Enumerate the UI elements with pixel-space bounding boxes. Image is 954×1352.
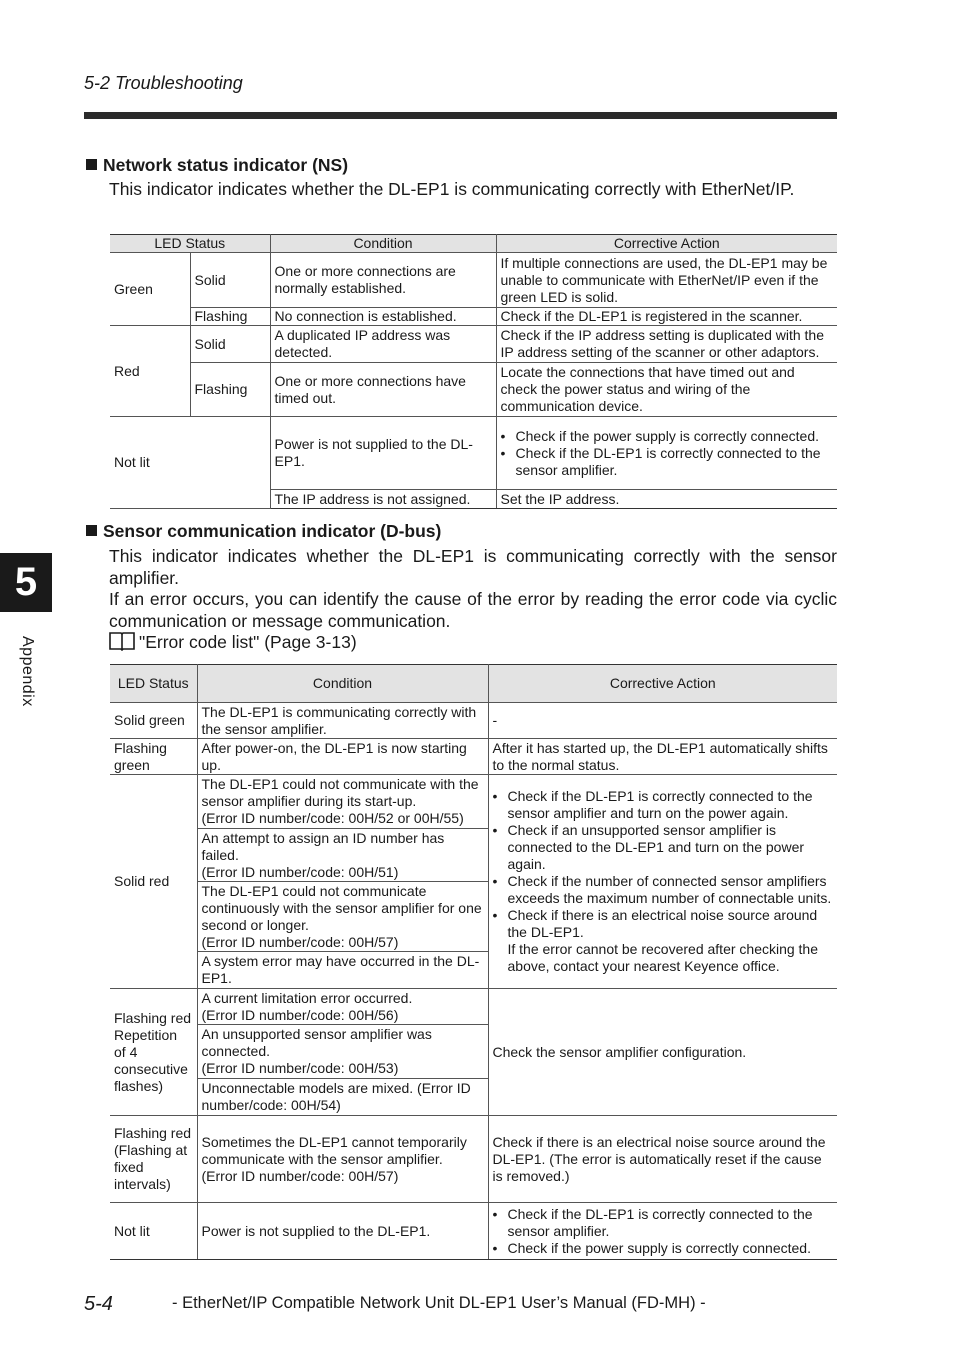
dbus-condition: An unsupported sensor amplifier was connected. (Error ID number/code: 00H/53): [197, 1025, 488, 1079]
ns-section-title: Network status indicator (NS): [86, 155, 348, 176]
dbus-condition: Unconnectable models are mixed. (Error ID number/code: 00H/54): [197, 1079, 488, 1116]
ns-action: Locate the connections that have timed out and check the power status and wiring of the communication device.: [496, 363, 837, 417]
chapter-label: Appendix: [19, 636, 36, 707]
dbus-action: [488, 1203, 837, 1260]
ns-header-condition: Condition: [270, 235, 496, 253]
dbus-action-item: • Check if the number of connected sensor amplifiers exceeds the maximum number of connectable units.: [493, 873, 834, 907]
ns-led-green: Green: [110, 253, 190, 326]
dbus-action-item: • Check if the power supply is correctly connected.: [493, 1240, 834, 1257]
ns-condition: No connection is established.: [270, 308, 496, 326]
book-icon: [109, 631, 135, 656]
chapter-tab: [0, 553, 52, 612]
ns-mode-solid: Solid: [190, 253, 270, 308]
ns-action: Set the IP address.: [496, 490, 837, 509]
ns-mode-solid: Solid: [190, 326, 270, 363]
dbus-action: -: [488, 703, 837, 739]
ns-action-item: • Check if the DL-EP1 is correctly connected to the sensor amplifier.: [501, 445, 834, 479]
dbus-condition: The DL-EP1 is communicating correctly with the sensor amplifier.: [197, 703, 488, 739]
ns-header-led: LED Status: [110, 235, 270, 253]
dbus-action: Check if there is an electrical noise source around the DL-EP1. (The error is automatically reset if the cause is removed.): [488, 1116, 837, 1203]
page-number: 5-4: [84, 1293, 113, 1315]
footer-title: - EtherNet/IP Compatible Network Unit DL-EP1 User’s Manual (FD-MH) -: [172, 1294, 706, 1312]
reference-link[interactable]: "Error code list" (Page 3-13): [139, 632, 357, 652]
ns-action-item: • Check if the power supply is correctly connected.: [501, 428, 834, 445]
dbus-action: After it has started up, the DL-EP1 automatically shifts to the normal status.: [488, 739, 837, 775]
dbus-action: [488, 775, 837, 989]
dbus-condition: After power-on, the DL-EP1 is now starting up.: [197, 739, 488, 775]
dbus-condition: A system error may have occurred in the DL-EP1.: [197, 952, 488, 989]
ns-condition: A duplicated IP address was detected.: [270, 326, 496, 363]
dbus-action-list: [493, 1206, 834, 1257]
ns-action: [496, 417, 837, 490]
dbus-led-status: Solid red: [110, 775, 197, 989]
dbus-intro-2: If an error occurs, you can identify the cause of the error by reading the error code via cyclic communication or message communication.: [109, 589, 837, 631]
dbus-condition: The DL-EP1 could not communicate continuously with the sensor amplifier for one second or longer. (Error ID number/code: 00H/57): [197, 882, 488, 952]
ns-condition: One or more connections have timed out.: [270, 363, 496, 417]
square-bullet-icon: [86, 159, 97, 170]
ns-led-not-lit: Not lit: [110, 417, 270, 509]
ns-condition: One or more connections are normally established.: [270, 253, 496, 308]
dbus-led-status: Flashing red Repetition of 4 consecutive flashes): [110, 989, 197, 1116]
chapter-number: 5: [14, 560, 38, 604]
ns-header-action: Corrective Action: [496, 235, 837, 253]
ns-mode-flashing: Flashing: [190, 363, 270, 417]
dbus-intro-1: This indicator indicates whether the DL-EP1 is communicating correctly with the sensor amplifier.: [109, 546, 837, 588]
dbus-action-item: • Check if an unsupported sensor amplifier is connected to the DL-EP1 and turn on the power again.: [493, 822, 834, 873]
dbus-led-status: Not lit: [110, 1203, 197, 1260]
dbus-action: Check the sensor amplifier configuration.: [488, 989, 837, 1116]
dbus-led-status: Solid green: [110, 703, 197, 739]
dbus-action-list: [493, 788, 834, 975]
ns-action: Check if the IP address setting is duplicated with the IP address setting of the scanner or other adaptors.: [496, 326, 837, 363]
ns-action-list: [501, 428, 834, 479]
dbus-action-item: • Check if the DL-EP1 is correctly connected to the sensor amplifier.: [493, 1206, 834, 1240]
dbus-led-status: Flashing red (Flashing at fixed intervals): [110, 1116, 197, 1203]
dbus-header-led: LED Status: [110, 665, 197, 703]
dbus-led-status: Flashing green: [110, 739, 197, 775]
ns-action: Check if the DL-EP1 is registered in the scanner.: [496, 308, 837, 326]
ns-mode-flashing: Flashing: [190, 308, 270, 326]
dbus-condition: An attempt to assign an ID number has failed. (Error ID number/code: 00H/51): [197, 829, 488, 882]
ns-intro: This indicator indicates whether the DL-EP1 is communicating correctly with EtherNet/IP.: [109, 179, 795, 199]
dbus-condition: The DL-EP1 could not communicate with the sensor amplifier during its start-up. (Error ID number/code: 00H/52 or 00H/55): [197, 775, 488, 829]
ns-led-red: Red: [110, 326, 190, 417]
square-bullet-icon: [86, 525, 97, 536]
dbus-condition: Sometimes the DL-EP1 cannot temporarily communicate with the sensor amplifier. (Error ID number/code: 00H/57): [197, 1116, 488, 1203]
dbus-action-item: • Check if the DL-EP1 is correctly connected to the sensor amplifier and turn on the power again.: [493, 788, 834, 822]
dbus-header-condition: Condition: [197, 665, 488, 703]
dbus-condition: A current limitation error occurred. (Error ID number/code: 00H/56): [197, 989, 488, 1025]
running-header: 5-2 Troubleshooting: [84, 73, 243, 93]
dbus-condition: Power is not supplied to the DL-EP1.: [197, 1203, 488, 1260]
dbus-section-title: Sensor communication indicator (D-bus): [86, 521, 441, 542]
ns-condition: Power is not supplied to the DL-EP1.: [270, 417, 496, 490]
dbus-header-action: Corrective Action: [488, 665, 837, 703]
ns-action: If multiple connections are used, the DL-EP1 may be unable to communicate with EtherNet/IP even if the green LED is solid.: [496, 253, 837, 308]
ns-condition: The IP address is not assigned.: [270, 490, 496, 509]
header-rule: [84, 112, 837, 119]
ns-table: [110, 234, 837, 509]
dbus-action-item: • Check if there is an electrical noise source around the DL-EP1. If the error cannot be recovered after checking the above, contact your nearest Keyence office.: [493, 907, 834, 975]
dbus-table: [110, 664, 837, 1260]
dbus-reference: [109, 631, 837, 656]
